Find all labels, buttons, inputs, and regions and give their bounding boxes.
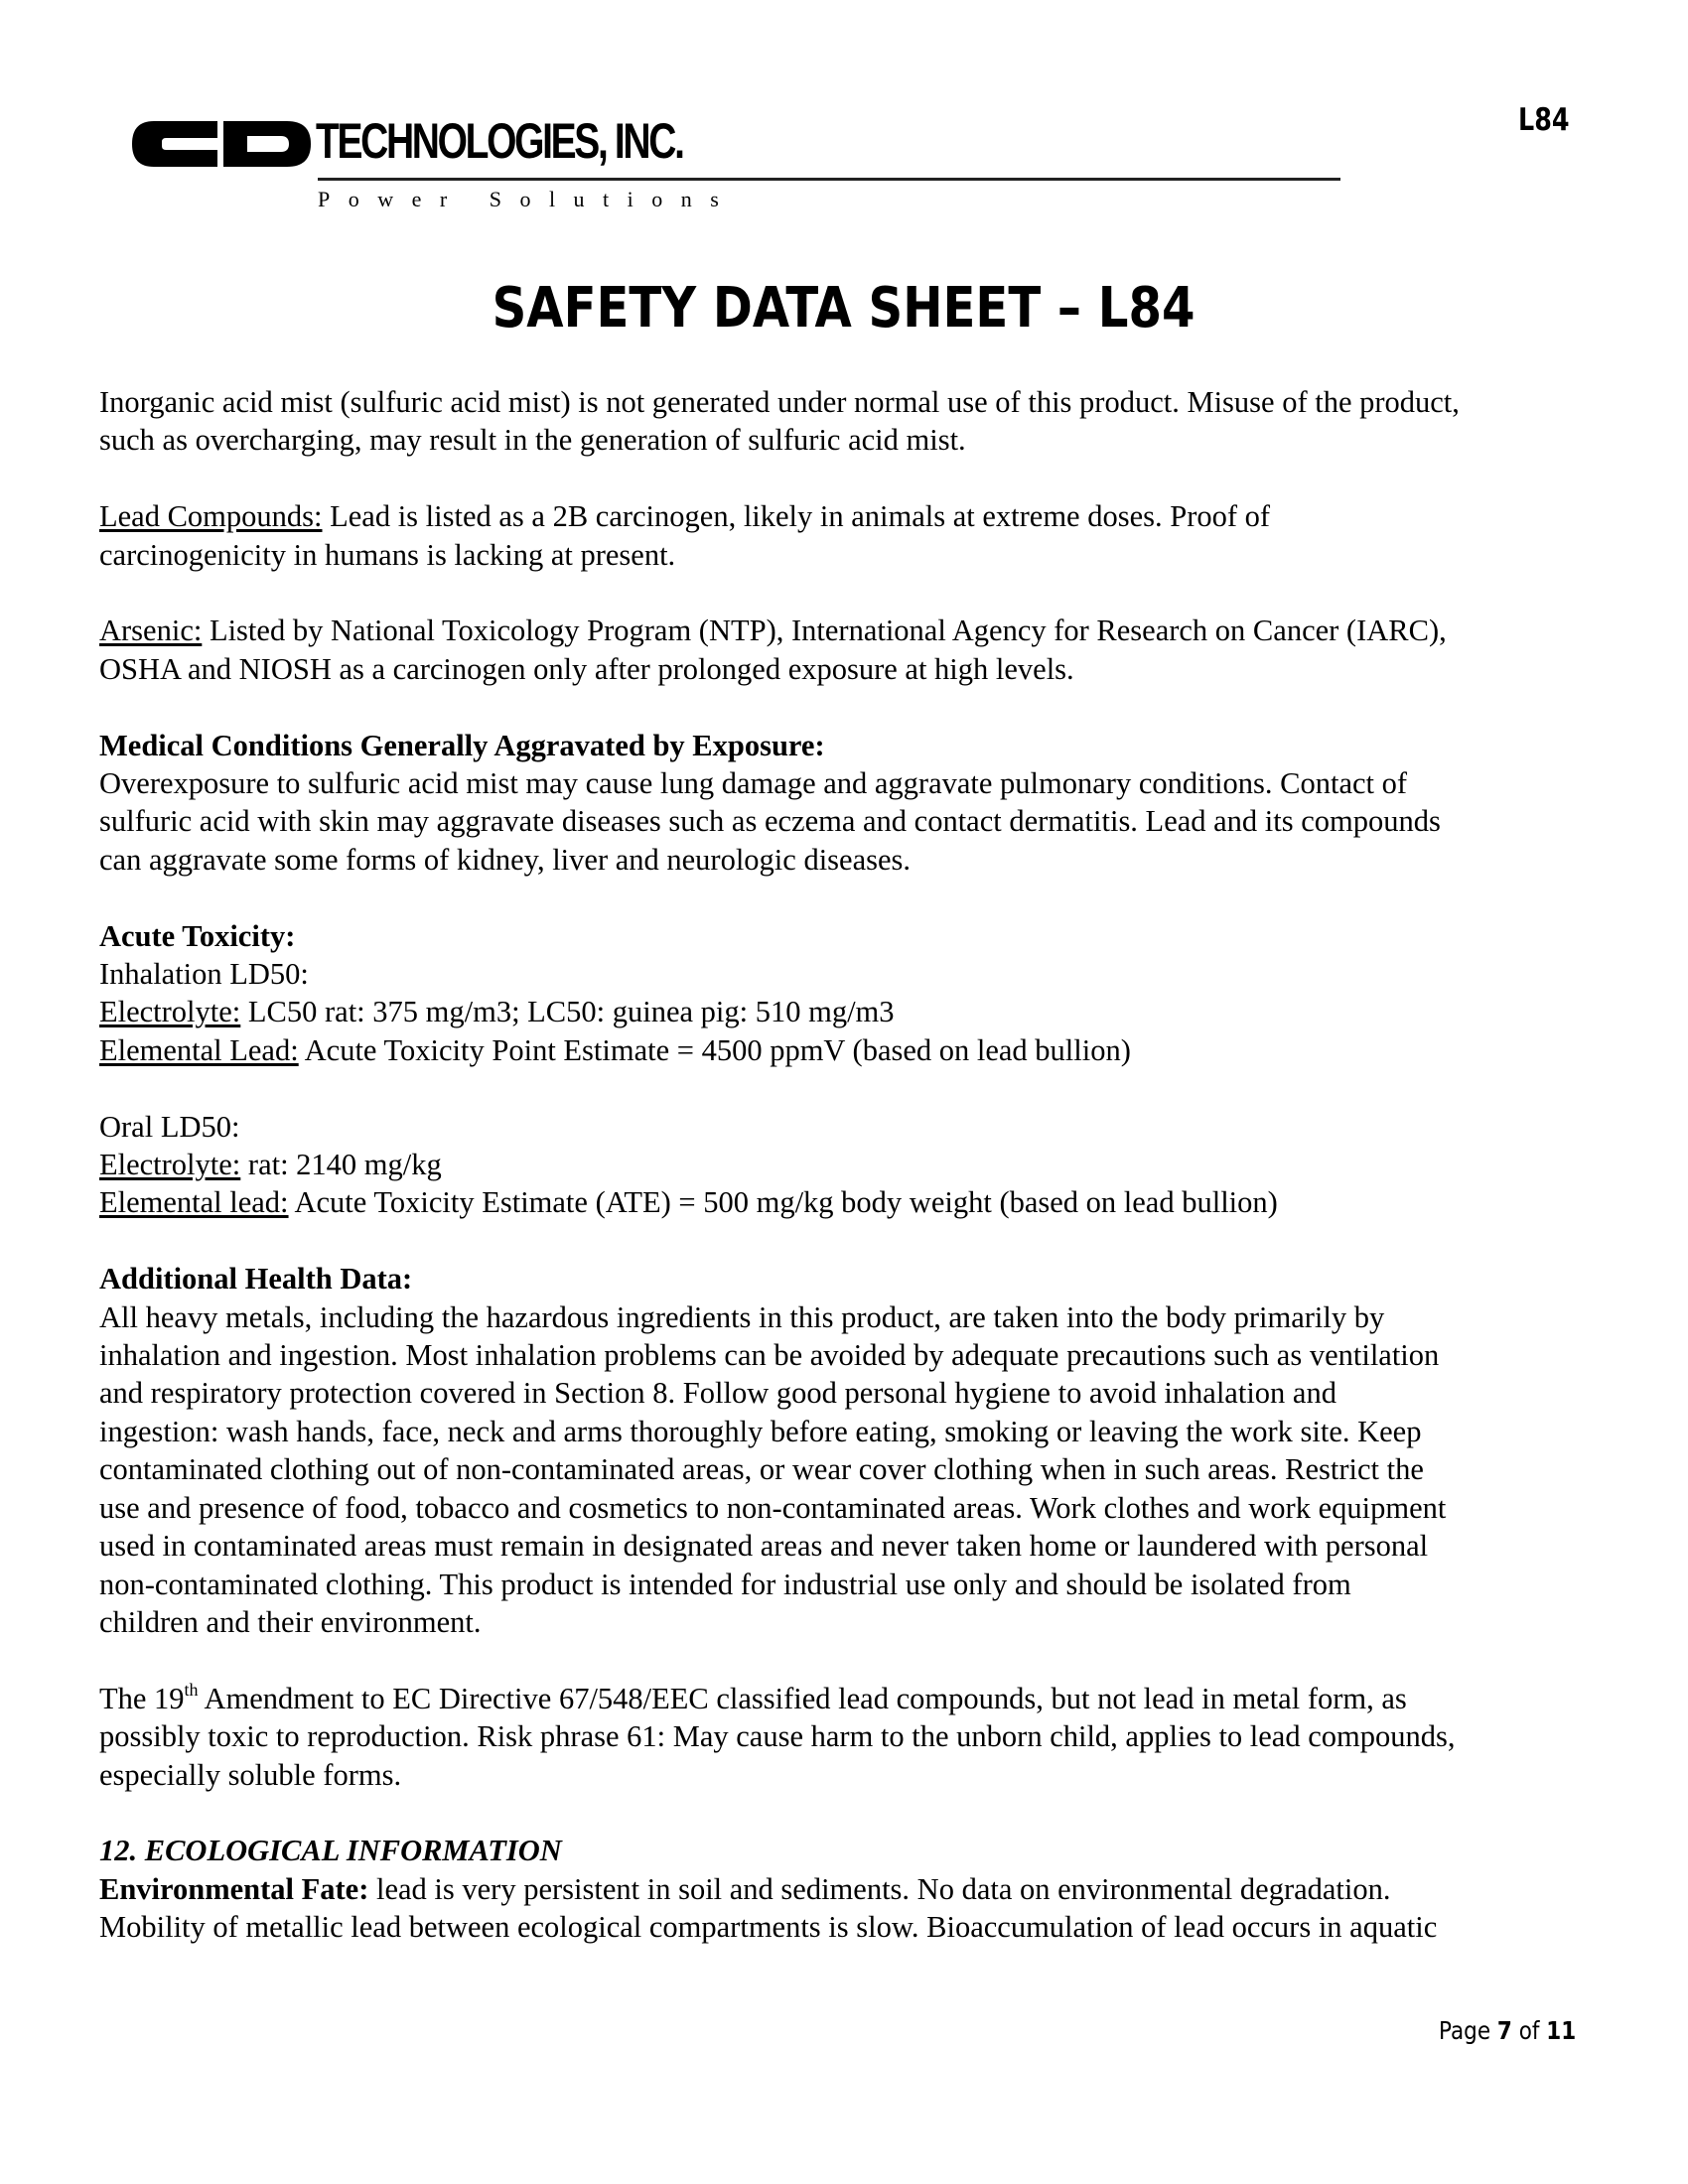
text-line: such as overcharging, may result in the generation of sulfuric acid mist. <box>99 423 966 458</box>
header-divider <box>318 178 1340 181</box>
label-electrolyte: Electrolyte: <box>99 995 241 1029</box>
text-line: especially soluble forms. <box>99 1757 402 1792</box>
text-line: can aggravate some forms of kidney, liver and neurologic diseases. <box>99 842 912 877</box>
text-line: carcinogenicity in humans is lacking at present. <box>99 537 676 572</box>
document-body <box>99 383 1609 1984</box>
section-ecological-information <box>99 1832 1609 1946</box>
heading-acute-toxicity: Acute Toxicity: <box>99 918 296 953</box>
paragraph-acid-mist <box>99 383 1609 460</box>
text-line: and respiratory protection covered in Section 8. Follow good personal hygiene to avoid inhalation and <box>99 1376 1336 1411</box>
value-elemental-lead-inhalation: Acute Toxicity Point Estimate = 4500 ppmV (based on lead bullion) <box>298 1032 1131 1067</box>
section-additional-health-data <box>99 1260 1609 1641</box>
label-lead-compounds: Lead Compounds: <box>99 499 323 534</box>
document-title <box>0 276 1688 341</box>
text-segment: Lead is listed as a 2B carcinogen, likely in animals at extreme doses. Proof of <box>322 499 1271 534</box>
text-line: OSHA and NIOSH as a carcinogen only after prolonged exposure at high levels. <box>99 651 1074 686</box>
page-number <box>1439 2016 1576 2046</box>
heading-additional-health-data: Additional Health Data: <box>99 1262 413 1297</box>
text-line: ingestion: wash hands, face, neck and arms thoroughly before eating, smoking or leaving the work site. Keep <box>99 1414 1422 1448</box>
document-title-text: SAFETY DATA SHEET – L84 <box>492 276 1196 341</box>
label-inhalation-ld50: Inhalation LD50: <box>99 957 309 992</box>
text-line: possibly toxic to reproduction. Risk phrase 61: May cause harm to the unborn child, applies to lead compounds, <box>99 1719 1456 1754</box>
paragraph-ec-directive <box>99 1680 1609 1794</box>
text-line: used in contaminated areas must remain in designated areas and never taken home or laundered with personal <box>99 1529 1429 1564</box>
company-logo-mark <box>132 121 311 167</box>
text-line: contaminated clothing out of non-contaminated areas, or wear cover clothing when in such areas. Restrict the <box>99 1452 1424 1487</box>
value-electrolyte-oral: rat: 2140 mg/kg <box>240 1148 442 1182</box>
text-line: non-contaminated clothing. This product is intended for industrial use only and should be isolated from <box>99 1567 1351 1601</box>
text-line: All heavy metals, including the hazardous ingredients in this product, are taken into the body primarily by <box>99 1299 1385 1334</box>
current-page: 7 <box>1496 2016 1512 2045</box>
text-line: children and their environment. <box>99 1604 482 1639</box>
of-word: of <box>1511 2016 1547 2045</box>
ordinal-suffix: th <box>184 1679 199 1700</box>
page-word: Page <box>1439 2016 1497 2045</box>
text-segment: Amendment to EC Directive 67/548/EEC classified lead compounds, but not lead in metal form, as <box>198 1681 1407 1715</box>
cd-logo-icon <box>132 121 311 167</box>
company-name: TECHNOLOGIES, INC. <box>316 113 683 169</box>
section-acute-toxicity-oral <box>99 1108 1609 1222</box>
document-code: L84 <box>1518 102 1570 138</box>
text-line <box>99 612 1609 649</box>
value-elemental-lead-oral: Acute Toxicity Estimate (ATE) = 500 mg/kg body weight (based on lead bullion) <box>288 1185 1278 1220</box>
value-electrolyte-inhalation: LC50 rat: 375 mg/m3; LC50: guinea pig: 510 mg/m3 <box>240 995 895 1029</box>
heading-medical-conditions: Medical Conditions Generally Aggravated by Exposure: <box>99 728 825 762</box>
text-line <box>99 1870 1609 1908</box>
text-line: sulfuric acid with skin may aggravate diseases such as eczema and contact dermatitis. Lead and its compounds <box>99 804 1441 839</box>
text-line: Overexposure to sulfuric acid mist may cause lung damage and aggravate pulmonary conditions. Contact of <box>99 766 1408 801</box>
section-medical-conditions <box>99 727 1609 880</box>
total-pages: 11 <box>1546 2016 1577 2045</box>
section-acute-toxicity-inhalation <box>99 917 1609 1070</box>
label-environmental-fate: Environmental Fate: <box>99 1871 369 1906</box>
label-arsenic: Arsenic: <box>99 614 203 648</box>
heading-ecological-information: 12. ECOLOGICAL INFORMATION <box>99 1834 562 1868</box>
text-line: inhalation and ingestion. Most inhalation problems can be avoided by adequate precautions such as ventilation <box>99 1338 1440 1373</box>
text-line <box>99 1031 1609 1069</box>
paragraph-arsenic <box>99 612 1609 688</box>
text-line: Inorganic acid mist (sulfuric acid mist) is not generated under normal use of this product. Misuse of the product, <box>99 385 1460 419</box>
company-tagline: Power Solutions <box>318 187 738 211</box>
paragraph-lead-compounds <box>99 497 1609 574</box>
label-electrolyte: Electrolyte: <box>99 1148 241 1182</box>
text-line <box>99 497 1609 535</box>
label-oral-ld50: Oral LD50: <box>99 1109 240 1144</box>
text-line: use and presence of food, tobacco and cosmetics to non-contaminated areas. Work clothes and work equipment <box>99 1490 1447 1525</box>
logo-ampersand: & <box>200 122 211 139</box>
label-elemental-lead: Elemental Lead: <box>99 1032 299 1067</box>
text-line <box>99 1146 1609 1183</box>
text-line: Mobility of metallic lead between ecological compartments is slow. Bioaccumulation of lead occurs in aquatic <box>99 1910 1438 1945</box>
text-line <box>99 1183 1609 1221</box>
text-line <box>99 1680 1609 1717</box>
label-elemental-lead: Elemental lead: <box>99 1185 289 1220</box>
text-segment: lead is very persistent in soil and sediments. No data on environmental degradation. <box>368 1871 1391 1906</box>
text-segment: Listed by National Toxicology Program (NTP), International Agency for Research on Cancer (IARC), <box>202 614 1447 648</box>
text-line <box>99 993 1609 1030</box>
text-segment: The 19 <box>99 1681 185 1715</box>
